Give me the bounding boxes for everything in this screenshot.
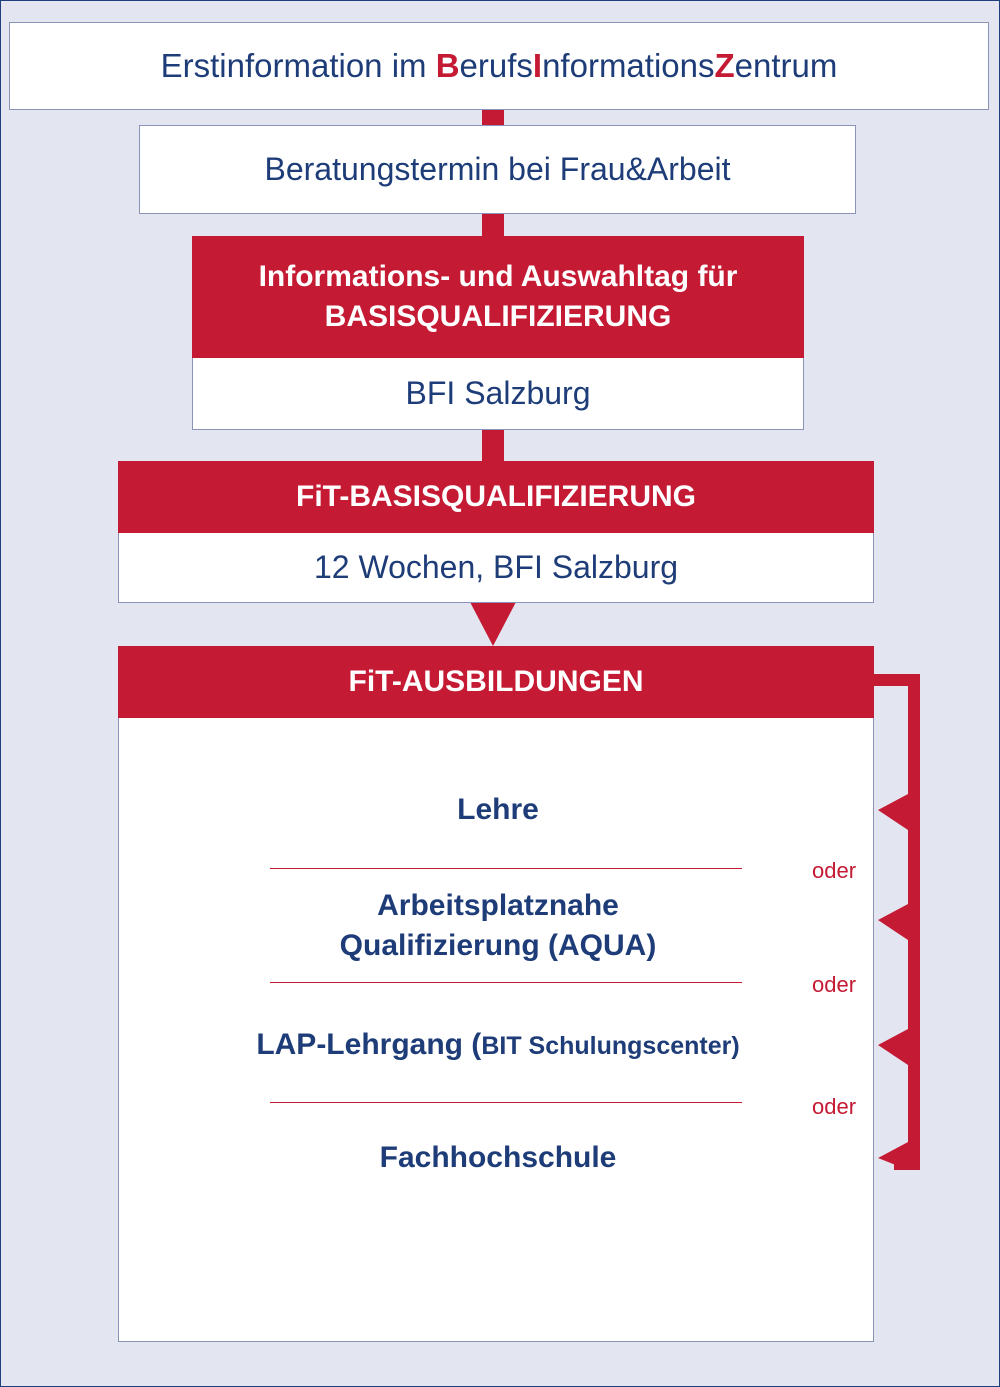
header-title-part: Erstinformation im	[160, 47, 436, 84]
option-lap-label: LAP-Lehrgang (	[256, 1028, 482, 1061]
oder-label-3: oder	[812, 1094, 857, 1119]
header-title-initial: I	[532, 47, 543, 84]
connector-3	[482, 428, 504, 462]
connector-2	[482, 212, 504, 238]
step-basis-subtitle: 12 Wochen, BFI Salzburg	[313, 549, 679, 585]
down-arrow-icon	[470, 602, 516, 646]
step-infotag-header	[192, 236, 804, 358]
separator-3	[270, 1102, 742, 1103]
step-infotag-title-2: BASISQUALIFIZIERUNG	[324, 300, 672, 333]
option-fachhochschule-label: Fachhochschule	[379, 1141, 617, 1174]
ausbildungen-header	[118, 646, 874, 718]
option-aqua	[120, 886, 876, 966]
step-basis-title: FiT-BASISQUALIFIZIERUNG	[296, 480, 696, 513]
step-infotag-title-1: Informations- und Auswahltag für	[258, 260, 738, 293]
option-fachhochschule	[120, 1138, 876, 1178]
header-box	[9, 22, 989, 110]
step-basis-header	[118, 461, 874, 533]
step-beratung-label: Beratungstermin bei Frau&Arbeit	[264, 151, 731, 187]
ausbildungen-box	[118, 646, 874, 1342]
bracket-pointer-2	[878, 904, 908, 940]
step-beratung-box	[139, 125, 856, 214]
oder-label-2: oder	[812, 972, 857, 997]
option-lap-provider: BIT Schulungscenter)	[481, 1032, 740, 1060]
header-title	[161, 47, 838, 85]
header-title-part: entrum	[734, 47, 838, 84]
step-infotag-sub-box	[192, 358, 804, 430]
option-lap	[120, 1025, 876, 1066]
step-basis-sub-box	[118, 533, 874, 603]
separator-1	[270, 868, 742, 869]
bracket-pointer-1	[878, 794, 908, 830]
option-lehre-label: Lehre	[457, 793, 539, 826]
oder-label-1: oder	[812, 858, 857, 883]
header-title-initial: Z	[714, 47, 735, 84]
option-lehre	[120, 790, 876, 830]
header-title-part: erufs	[459, 47, 533, 84]
option-aqua-label-1: Arbeitsplatznahe	[377, 889, 619, 922]
option-aqua-label-2: Qualifizierung (AQUA)	[339, 929, 657, 962]
header-title-initial: B	[435, 47, 460, 84]
bracket-pointer-3	[878, 1029, 908, 1065]
header-title-part: nformations	[542, 47, 715, 84]
separator-2	[270, 982, 742, 983]
options-bracket	[874, 670, 934, 1180]
ausbildungen-title: FiT-AUSBILDUNGEN	[348, 665, 644, 698]
step-infotag-subtitle: BFI Salzburg	[405, 375, 591, 411]
